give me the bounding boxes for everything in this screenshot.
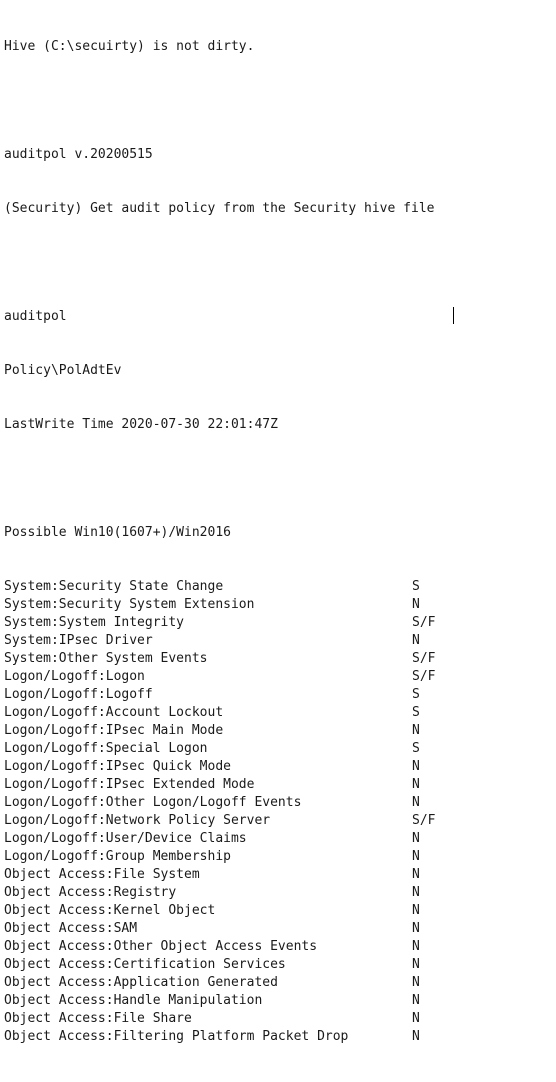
policy-value: S	[412, 741, 420, 756]
policy-value: N	[412, 885, 420, 900]
policy-name: System:System Integrity	[4, 615, 185, 630]
policy-name: Logon/Logoff:Logon	[4, 669, 145, 684]
policy-name: Logon/Logoff:User/Device Claims	[4, 831, 247, 846]
lastwrite-line: LastWrite Time 2020-07-30 22:01:47Z	[4, 417, 278, 432]
policy-value: N	[412, 777, 420, 792]
policy-value: S/F	[412, 651, 436, 666]
policy-row	[4, 614, 434, 632]
policy-name: System:Security System Extension	[4, 597, 255, 612]
policy-value: N	[412, 903, 420, 918]
policy-name: Logon/Logoff:Other Logon/Logoff Events	[4, 795, 302, 810]
policy-value: N	[412, 831, 420, 846]
policy-value: S	[412, 705, 420, 720]
output-text[interactable]	[4, 2, 434, 1082]
plugin-description-line: (Security) Get audit policy from the Security hive file	[4, 201, 435, 216]
policy-row	[4, 596, 434, 614]
policy-name: Logon/Logoff:IPsec Extended Mode	[4, 777, 255, 792]
policy-name: Logon/Logoff:IPsec Quick Mode	[4, 759, 231, 774]
policy-row	[4, 1028, 434, 1046]
policy-name: System:IPsec Driver	[4, 633, 153, 648]
hive-status-line: Hive (C:\secuirty) is not dirty.	[4, 39, 255, 54]
policy-row	[4, 776, 434, 794]
policy-name: Object Access:SAM	[4, 921, 138, 936]
policy-name: Object Access:Other Object Access Events	[4, 939, 318, 954]
policy-row	[4, 974, 434, 992]
policy-row	[4, 938, 434, 956]
blank-line	[4, 92, 434, 110]
policy-name: Logon/Logoff:Special Logon	[4, 741, 208, 756]
policy-row	[4, 794, 434, 812]
policy-value: N	[412, 597, 420, 612]
policy-row	[4, 884, 434, 902]
policy-name: Object Access:Application Generated	[4, 975, 278, 990]
policy-row	[4, 812, 434, 830]
policy-row	[4, 902, 434, 920]
policy-value: N	[412, 795, 420, 810]
key-name-line: auditpol	[4, 309, 67, 324]
policy-row	[4, 992, 434, 1010]
policy-name: Object Access:Kernel Object	[4, 903, 216, 918]
policy-row	[4, 722, 434, 740]
policy-row	[4, 920, 434, 938]
policy-name: Logon/Logoff:Logoff	[4, 687, 153, 702]
policy-value: N	[412, 723, 420, 738]
policy-row	[4, 632, 434, 650]
policy-value: N	[412, 993, 420, 1008]
policy-row	[4, 758, 434, 776]
policy-list	[4, 578, 434, 1046]
policy-row	[4, 686, 434, 704]
policy-value: N	[412, 1011, 420, 1026]
policy-value: N	[412, 867, 420, 882]
policy-value: S/F	[412, 813, 436, 828]
policy-row	[4, 866, 434, 884]
policy-name: Object Access:Filtering Platform Packet Drop	[4, 1029, 349, 1044]
policy-name: System:Security State Change	[4, 579, 224, 594]
policy-row	[4, 740, 434, 758]
policy-name: System:Other System Events	[4, 651, 208, 666]
policy-value: N	[412, 921, 420, 936]
policy-row	[4, 668, 434, 686]
policy-row	[4, 1010, 434, 1028]
policy-row	[4, 650, 434, 668]
policy-row	[4, 956, 434, 974]
policy-value: N	[412, 957, 420, 972]
blank-line	[4, 470, 434, 488]
policy-value: N	[412, 849, 420, 864]
policy-name: Object Access:File Share	[4, 1011, 192, 1026]
blank-line	[4, 254, 434, 272]
policy-value: S	[412, 687, 420, 702]
policy-value: N	[412, 1029, 420, 1044]
policy-value: S	[412, 579, 420, 594]
policy-value: S/F	[412, 669, 436, 684]
policy-row	[4, 830, 434, 848]
policy-value: N	[412, 939, 420, 954]
policy-name: Object Access:Registry	[4, 885, 177, 900]
policy-row	[4, 848, 434, 866]
policy-row	[4, 704, 434, 722]
policy-name: Logon/Logoff:IPsec Main Mode	[4, 723, 224, 738]
policy-row	[4, 578, 434, 596]
policy-value: S/F	[412, 615, 436, 630]
policy-value: N	[412, 759, 420, 774]
text-cursor	[453, 307, 454, 324]
plugin-version-line: auditpol v.20200515	[4, 147, 153, 162]
key-path-line: Policy\PolAdtEv	[4, 363, 122, 378]
policy-value: N	[412, 975, 420, 990]
policy-name: Object Access:Handle Manipulation	[4, 993, 263, 1008]
os-version-line: Possible Win10(1607+)/Win2016	[4, 525, 231, 540]
policy-name: Logon/Logoff:Network Policy Server	[4, 813, 271, 828]
policy-name: Object Access:Certification Services	[4, 957, 286, 972]
policy-value: N	[412, 633, 420, 648]
policy-name: Logon/Logoff:Account Lockout	[4, 705, 224, 720]
policy-name: Object Access:File System	[4, 867, 200, 882]
policy-name: Logon/Logoff:Group Membership	[4, 849, 231, 864]
